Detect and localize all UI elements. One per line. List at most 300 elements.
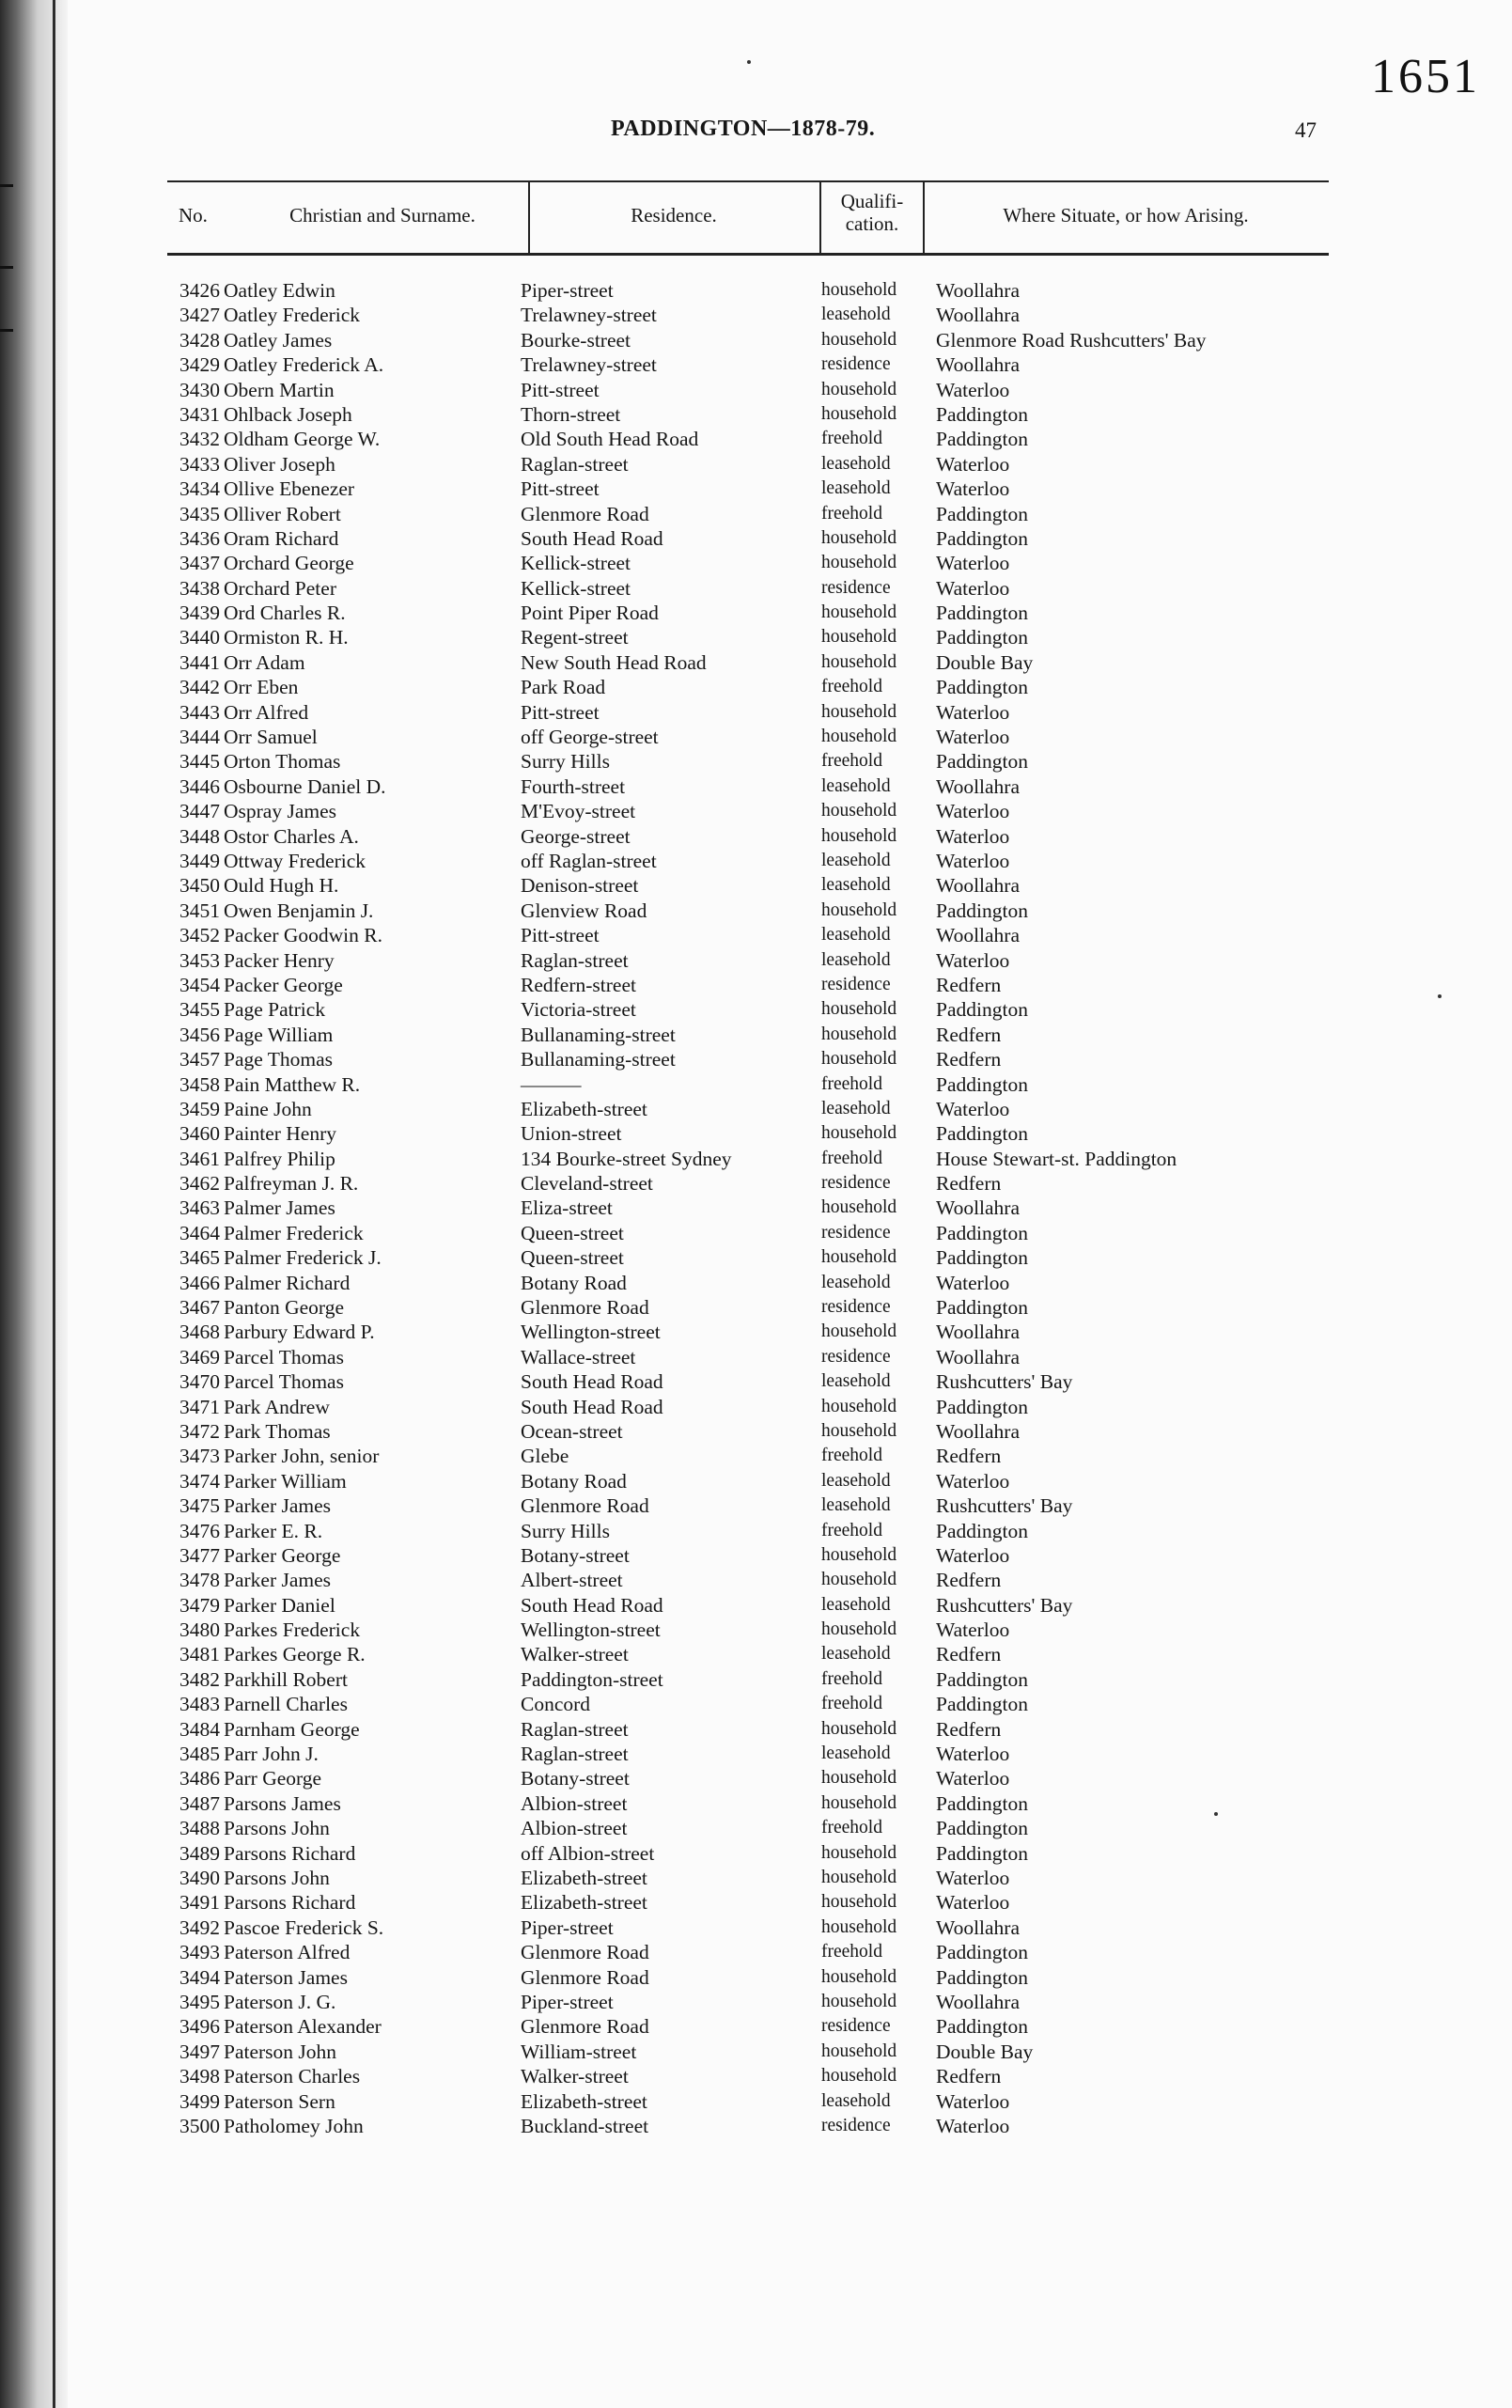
residence: Glenmore Road [521,1494,649,1518]
residence: Albion-street [521,1791,628,1815]
residence: New South Head Road [521,650,707,674]
entry-number: 3468 [179,1321,220,1344]
table-row [0,650,1512,675]
entry-number: 3479 [179,1593,220,1617]
table-row [0,1568,1512,1592]
where-situate: Paddington [936,1122,1028,1146]
voter-name: Obern Martin [224,378,335,401]
residence: Glenmore Road [521,1965,649,1989]
residence: Regent-street [521,626,629,649]
where-situate: Paddington [936,998,1028,1022]
qualification: freehold [821,677,882,697]
qualification: household [821,2041,897,2061]
where-situate: Paddington [936,899,1028,922]
qualification: household [821,1321,897,1342]
entry-number: 3458 [179,1072,220,1096]
voter-name: Osbourne Daniel D. [224,774,386,798]
table-row [0,899,1512,923]
entry-number: 3432 [179,428,220,451]
residence: South Head Road [521,1370,663,1394]
table-row [0,675,1512,699]
qualification: freehold [821,503,882,524]
table-row [0,1493,1512,1518]
print-speck [1214,1812,1218,1816]
table-row [0,1519,1512,1543]
qualification: household [821,1619,897,1640]
residence: Trelawney-street [521,304,657,327]
qualification: household [821,379,897,399]
table-row [0,1196,1512,1220]
entry-number: 3490 [179,1867,220,1889]
where-situate: Waterloo [936,2089,1010,2113]
voter-name: Parker William [224,1469,347,1493]
entry-number: 3461 [179,1147,220,1170]
entry-number: 3449 [179,849,220,872]
where-situate: Waterloo [936,378,1010,401]
voter-name: Oatley Frederick A. [224,353,384,377]
entry-number: 3496 [179,2015,220,2039]
residence: Old South Head Road [521,428,699,451]
voter-name: Page Thomas [224,1048,334,1071]
table-row [0,328,1512,352]
voter-name: Parker George [224,1543,341,1567]
entry-number: 3481 [179,1643,220,1666]
where-situate: Paddington [936,1221,1028,1244]
qualification: leasehold [821,2090,891,2111]
table-row [0,427,1512,451]
column-header-no: No. [179,204,208,227]
entry-number: 3488 [179,1817,220,1840]
where-situate: House Stewart-st. Paddington [936,1147,1177,1170]
where-situate: Waterloo [936,1867,1010,1889]
where-situate: Waterloo [936,552,1010,575]
table-row [0,1320,1512,1344]
where-situate: Rushcutters' Bay [936,1494,1073,1518]
qualification: household [821,1718,897,1739]
voter-name: Palmer Frederick J. [224,1246,382,1270]
residence: Glenview Road [521,899,647,922]
entry-number: 3499 [179,2089,220,2113]
voter-name: Parkes George R. [224,1643,366,1666]
where-situate: Paddington [936,676,1028,699]
where-situate: Paddington [936,2015,1028,2039]
column-header-qualification: Qualifi- cation. [840,190,904,235]
residence: Elizabeth-street [521,1097,647,1120]
residence: Raglan-street [521,452,629,476]
residence: Botany-street [521,1543,630,1567]
voter-name: Parr John J. [224,1743,319,1766]
where-situate: Redfern [936,1717,1002,1741]
voter-name: Packer Goodwin R. [224,924,382,947]
qualification: household [821,2066,897,2087]
voter-name: Ostor Charles A. [224,824,359,848]
entry-number: 3463 [179,1196,220,1220]
entry-number: 3464 [179,1221,220,1244]
residence: Botany Road [521,1271,627,1294]
entry-number: 3489 [179,1841,220,1865]
where-situate: Redfern [936,1048,1002,1071]
where-situate: Paddington [936,1296,1028,1320]
where-situate: Woollahra [936,1419,1021,1443]
entry-number: 3433 [179,452,220,476]
voter-name: Paterson J. G. [224,1990,336,2013]
qualification: leasehold [821,1098,891,1118]
where-situate: Waterloo [936,726,1010,749]
voter-name: Orr Adam [224,650,305,674]
residence: Eliza-street [521,1196,613,1220]
entry-number: 3438 [179,576,220,600]
where-situate: Waterloo [936,2114,1010,2137]
voter-name: Parsons James [224,1791,341,1815]
qualification: freehold [821,429,882,449]
entry-number: 3469 [179,1345,220,1368]
entry-number: 3485 [179,1743,220,1766]
table-row [0,2114,1512,2138]
table-row [0,997,1512,1022]
voter-name: Ottway Frederick [224,849,366,872]
entry-number: 3445 [179,750,220,774]
table-row [0,402,1512,427]
residence: ——— [521,1072,582,1096]
voter-name: Parbury Edward P. [224,1321,375,1344]
entry-number: 3457 [179,1048,220,1071]
where-situate: Redfern [936,1445,1002,1468]
table-row [0,1866,1512,1890]
voter-name: Parr George [224,1767,322,1790]
table-row [0,923,1512,947]
where-situate: Waterloo [936,948,1010,972]
residence: Pitt-street [521,477,600,501]
voter-name: Parcel Thomas [224,1345,344,1368]
where-situate: Paddington [936,1841,1028,1865]
entry-number: 3466 [179,1271,220,1294]
residence: South Head Road [521,1395,663,1418]
table-row [0,1742,1512,1766]
voter-name: Ospray James [224,800,337,823]
print-speck [747,60,751,64]
table-row [0,601,1512,625]
qualification: household [821,1916,897,1937]
entry-number: 3495 [179,1990,220,2013]
voter-name: Parkhill Robert [224,1667,348,1691]
residence: Paddington-street [521,1667,663,1691]
voter-name: Orchard George [224,552,354,575]
entry-number: 3440 [179,626,220,649]
table-row [0,1667,1512,1692]
voter-name: Paterson Alfred [224,1941,351,1964]
where-situate: Paddington [936,1693,1028,1716]
qualification: leasehold [821,1495,891,1516]
where-situate: Paddington [936,750,1028,774]
voter-name: Parker E. R. [224,1519,323,1542]
table-row [0,1444,1512,1468]
qualification: household [821,1842,897,1863]
voter-name: Patholomey John [224,2114,364,2137]
voter-name: Panton George [224,1296,344,1320]
where-situate: Waterloo [936,1271,1010,1294]
qualification: residence [821,1173,891,1194]
entry-number: 3460 [179,1122,220,1146]
where-situate: Paddington [936,1246,1028,1270]
table-row [0,824,1512,849]
where-situate: Waterloo [936,700,1010,724]
table-row [0,352,1512,377]
qualification: residence [821,1297,891,1318]
table-row [0,1221,1512,1245]
voter-name: Ould Hugh H. [224,874,339,898]
voter-name: Paterson John [224,2040,337,2063]
residence: Pitt-street [521,700,600,724]
qualification: leasehold [821,1594,891,1615]
qualification: household [821,651,897,672]
entry-number: 3474 [179,1469,220,1493]
residence: Piper-street [521,1915,614,1939]
table-row [0,1345,1512,1369]
entry-number: 3450 [179,874,220,898]
electoral-roll-list [0,278,1512,2138]
voter-name: Parker James [224,1569,332,1592]
entry-number: 3435 [179,502,220,525]
table-row [0,551,1512,575]
where-situate: Redfern [936,2065,1002,2088]
where-situate: Paddington [936,502,1028,525]
voter-name: Parker Daniel [224,1593,335,1617]
voter-name: Orr Alfred [224,700,309,724]
residence: Park Road [521,676,606,699]
where-situate: Woollahra [936,353,1021,377]
entry-number: 3455 [179,998,220,1022]
table-row [0,973,1512,997]
entry-number: 3437 [179,552,220,575]
voter-name: Palmer James [224,1196,335,1220]
entry-number: 3448 [179,824,220,848]
residence: Denison-street [521,874,639,898]
residence: Raglan-street [521,1743,629,1766]
voter-name: Ormiston R. H. [224,626,349,649]
residence: South Head Road [521,526,663,550]
where-situate: Waterloo [936,849,1010,872]
column-header-name: Christian and Surname. [289,204,475,227]
qualification: leasehold [821,1470,891,1491]
entry-number: 3493 [179,1941,220,1964]
entry-number: 3480 [179,1618,220,1642]
qualification: household [821,825,897,846]
table-row [0,1965,1512,1990]
residence: Kellick-street [521,552,631,575]
entry-number: 3456 [179,1023,220,1046]
where-situate: Paddington [936,1519,1028,1542]
residence: Surry Hills [521,1519,610,1542]
entry-number: 3470 [179,1370,220,1394]
residence: Surry Hills [521,750,610,774]
entry-number: 3498 [179,2065,220,2088]
where-situate: Paddington [936,1941,1028,1964]
voter-name: Parsons John [224,1817,330,1840]
residence: Walker-street [521,1643,629,1666]
entry-number: 3429 [179,353,220,377]
voter-name: Orchard Peter [224,576,336,600]
voter-name: Parsons Richard [224,1841,356,1865]
qualification: freehold [821,1073,882,1094]
table-row [0,1642,1512,1666]
sheet-number: 1651 [1371,50,1480,103]
entry-number: 3482 [179,1667,220,1691]
table-row [0,749,1512,774]
where-situate: Waterloo [936,1767,1010,1790]
where-situate: Paddington [936,1965,1028,1989]
residence: Piper-street [521,279,614,302]
residence: Glenmore Road [521,502,649,525]
where-situate: Double Bay [936,2040,1034,2063]
qualification: household [821,1966,897,1987]
table-row [0,1816,1512,1840]
voter-name: Oatley James [224,328,333,352]
qualification: freehold [821,1818,882,1838]
entry-number: 3453 [179,948,220,972]
entry-number: 3431 [179,402,220,426]
qualification: leasehold [821,875,891,896]
table-row [0,1245,1512,1270]
table-row [0,2089,1512,2114]
where-situate: Waterloo [936,477,1010,501]
table-row [0,1047,1512,1071]
residence: Fourth-street [521,774,626,798]
table-row [0,452,1512,477]
qualification: household [821,999,897,1020]
print-speck [1438,994,1442,998]
entry-number: 3446 [179,774,220,798]
qualification: household [821,553,897,573]
where-situate: Waterloo [936,1743,1010,1766]
table-row [0,1395,1512,1419]
voter-name: Page William [224,1023,334,1046]
qualification: freehold [821,751,882,772]
table-row [0,1890,1512,1915]
table-row [0,1915,1512,1940]
qualification: household [821,1792,897,1813]
where-situate: Paddington [936,526,1028,550]
column-divider [923,180,925,254]
residence: Wellington-street [521,1618,661,1642]
voter-name: Palmer Richard [224,1271,351,1294]
residence: off Raglan-street [521,849,657,872]
where-situate: Waterloo [936,576,1010,600]
where-situate: Woollahra [936,774,1021,798]
where-situate: Redfern [936,1569,1002,1592]
residence: Concord [521,1693,591,1716]
where-situate: Paddington [936,1817,1028,1840]
table-row [0,278,1512,303]
binding-tick-mark [0,184,13,187]
qualification: household [821,527,897,548]
entry-number: 3487 [179,1791,220,1815]
voter-name: Orr Eben [224,676,299,699]
voter-name: Orr Samuel [224,726,318,749]
table-row [0,1023,1512,1047]
entry-number: 3451 [179,899,220,922]
qualification: freehold [821,1520,882,1540]
qualification: household [821,1123,897,1144]
entry-number: 3443 [179,700,220,724]
voter-name: Paterson James [224,1965,348,1989]
where-situate: Redfern [936,1023,1002,1046]
qualification: household [821,1570,897,1590]
where-situate: Woollahra [936,1196,1021,1220]
qualification: freehold [821,1668,882,1689]
residence: Bullanaming-street [521,1048,676,1071]
residence: Albert-street [521,1569,623,1592]
table-row [0,799,1512,823]
residence: Buckland-street [521,2114,649,2137]
entry-number: 3454 [179,973,220,996]
residence: Kellick-street [521,576,631,600]
qualification: leasehold [821,925,891,946]
table-row [0,774,1512,799]
table-row [0,1593,1512,1618]
residence: Redfern-street [521,973,636,996]
residence: Queen-street [521,1246,624,1270]
residence: Bullanaming-street [521,1023,676,1046]
entry-number: 3497 [179,2040,220,2063]
table-row [0,700,1512,725]
voter-name: Oldham George W. [224,428,381,451]
residence: Glenmore Road [521,1296,649,1320]
header-bottom-rule [167,253,1329,256]
residence: M'Evoy-street [521,800,636,823]
column-header-residence: Residence. [631,204,717,227]
residence: Cleveland-street [521,1172,653,1196]
residence: Point Piper Road [521,602,659,625]
entry-number: 3444 [179,726,220,749]
voter-name: Ohlback Joseph [224,402,352,426]
entry-number: 3477 [179,1543,220,1567]
residence: off Albion-street [521,1841,655,1865]
table-row [0,1147,1512,1171]
qualification: leasehold [821,775,891,796]
voter-name: Paine John [224,1097,312,1120]
voter-name: Park Thomas [224,1419,331,1443]
qualification: leasehold [821,305,891,325]
residence: Elizabeth-street [521,1867,647,1889]
residence: Glebe [521,1445,569,1468]
voter-name: Parnell Charles [224,1693,348,1716]
entry-number: 3492 [179,1915,220,1939]
entry-number: 3442 [179,676,220,699]
table-row [0,1543,1512,1568]
qualification: household [821,1024,897,1044]
voter-name: Packer Henry [224,948,335,972]
table-row [0,1121,1512,1146]
residence: Victoria-street [521,998,636,1022]
residence: William-street [521,2040,637,2063]
qualification: residence [821,1346,891,1367]
entry-number: 3428 [179,328,220,352]
voter-name: Oatley Edwin [224,279,335,302]
qualification: leasehold [821,1371,891,1392]
column-divider [528,180,530,254]
entry-number: 3462 [179,1172,220,1196]
where-situate: Glenmore Road Rushcutters' Bay [936,328,1207,352]
table-row [0,1791,1512,1816]
voter-name: Parcel Thomas [224,1370,344,1394]
qualification: household [821,1049,897,1070]
where-situate: Waterloo [936,452,1010,476]
table-row [0,1097,1512,1121]
voter-name: Palfreyman J. R. [224,1172,359,1196]
table-row [0,2014,1512,2039]
where-situate: Woollahra [936,924,1021,947]
where-situate: Waterloo [936,1891,1010,1915]
